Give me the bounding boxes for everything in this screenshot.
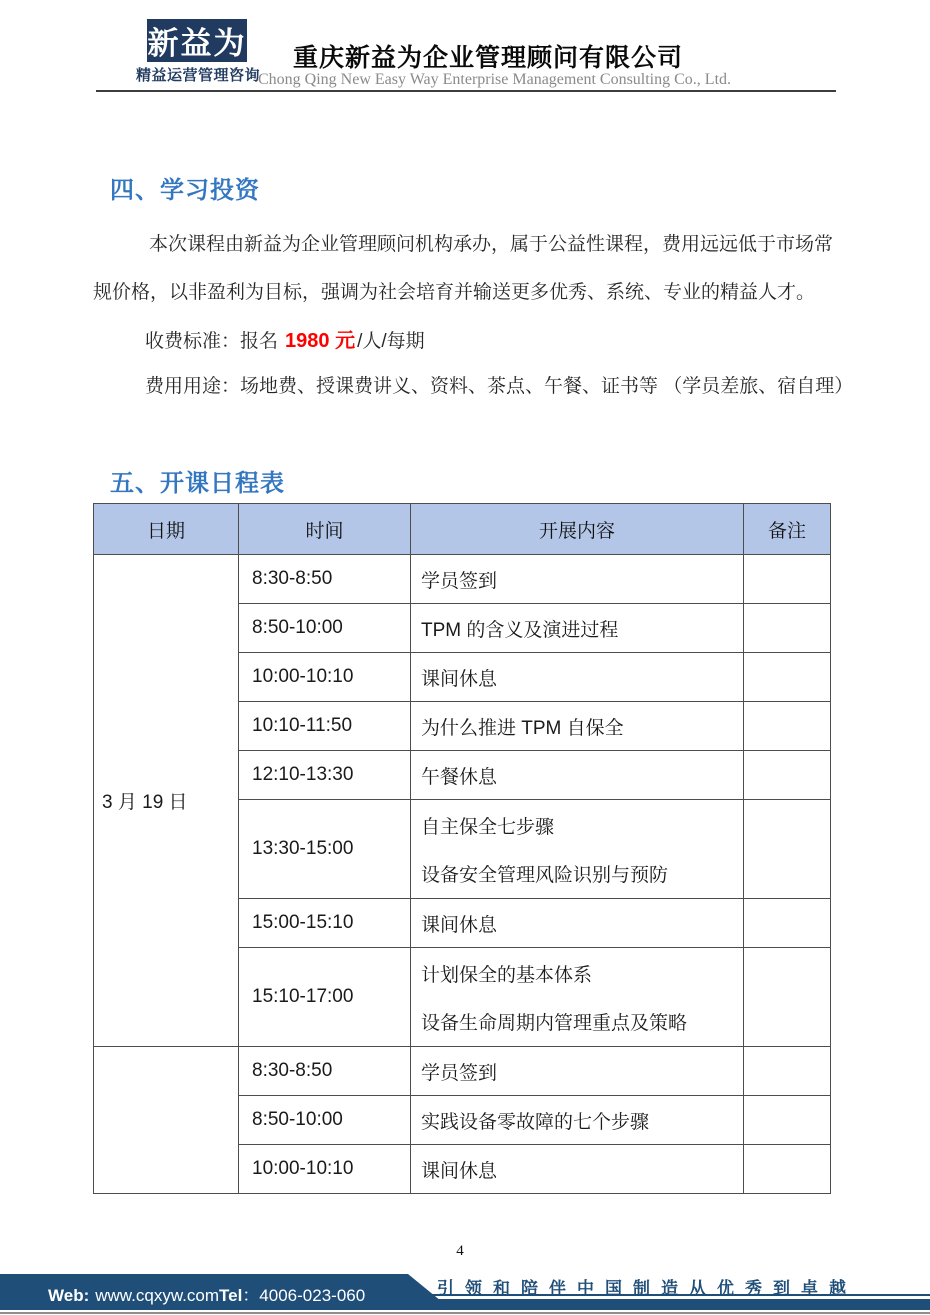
schedule-content-cell bbox=[411, 948, 744, 1047]
logo-text: 新益为 bbox=[147, 26, 247, 61]
schedule-time-cell: 8:50-10:00 bbox=[239, 1096, 411, 1145]
schedule-note-cell bbox=[744, 751, 831, 800]
schedule-time-cell: 8:30-8:50 bbox=[239, 1047, 411, 1096]
fee-usage-line: 费用用途：场地费、授课费讲义、资料、茶点、午餐、证书等 （学员差旅、宿自理） bbox=[145, 376, 854, 397]
tel-label: Tel bbox=[219, 1286, 243, 1305]
schedule-time-cell: 10:00-10:10 bbox=[239, 653, 411, 702]
schedule-content-cell: TPM 的含义及演进过程 bbox=[411, 604, 744, 653]
fee-prefix: 收费标准：报名 bbox=[145, 331, 279, 352]
schedule-date-cell bbox=[94, 1047, 239, 1194]
schedule-content-cell: 课间休息 bbox=[411, 1145, 744, 1194]
fee-standard-line bbox=[145, 324, 425, 353]
schedule-time-cell: 10:10-11:50 bbox=[239, 702, 411, 751]
fee-suffix: /人/每期 bbox=[357, 331, 425, 352]
column-header-note: 备注 bbox=[744, 504, 831, 555]
schedule-content-cell: 实践设备零故障的七个步骤 bbox=[411, 1096, 744, 1145]
schedule-note-cell bbox=[744, 555, 831, 604]
web-url: www.cqxyw.com bbox=[95, 1286, 219, 1305]
column-header-date: 日期 bbox=[94, 504, 239, 555]
schedule-time-cell: 12:10-13:30 bbox=[239, 751, 411, 800]
schedule-note-cell bbox=[744, 1145, 831, 1194]
footer-bottom-line bbox=[0, 1312, 930, 1314]
schedule-content-cell: 课间休息 bbox=[411, 899, 744, 948]
schedule-time-cell: 8:30-8:50 bbox=[239, 555, 411, 604]
schedule-table-container bbox=[93, 503, 831, 1194]
table-header-row bbox=[94, 504, 831, 555]
header-divider bbox=[96, 90, 836, 92]
footer-contact-line bbox=[48, 1281, 365, 1306]
tel-number: ：4006-023-060 bbox=[242, 1286, 366, 1305]
schedule-content-cell bbox=[411, 800, 744, 899]
schedule-content-line: 计划保全的基本体系 bbox=[421, 964, 593, 986]
schedule-note-cell bbox=[744, 653, 831, 702]
schedule-time-cell: 15:10-17:00 bbox=[239, 948, 411, 1047]
page-number: 4 bbox=[456, 1243, 464, 1259]
schedule-note-cell bbox=[744, 1096, 831, 1145]
schedule-date-cell: 3 月 19 日 bbox=[94, 555, 239, 1047]
schedule-time-cell: 13:30-15:00 bbox=[239, 800, 411, 899]
schedule-note-cell bbox=[744, 604, 831, 653]
footer-slogan: 引领和陪伴中国制造从优秀到卓越 bbox=[437, 1279, 857, 1298]
table-row bbox=[94, 1047, 831, 1096]
schedule-note-cell bbox=[744, 800, 831, 899]
schedule-content-line: 设备安全管理风险识别与预防 bbox=[421, 864, 669, 886]
schedule-table bbox=[93, 503, 831, 1194]
schedule-note-cell bbox=[744, 702, 831, 751]
investment-paragraph-line1: 本次课程由新益为企业管理顾问机构承办，属于公益性课程，费用远远低于市场常 bbox=[149, 234, 834, 255]
section-title-investment: 四、学习投资 bbox=[110, 177, 260, 204]
schedule-note-cell bbox=[744, 899, 831, 948]
schedule-note-cell bbox=[744, 948, 831, 1047]
schedule-time-cell: 8:50-10:00 bbox=[239, 604, 411, 653]
web-label: Web: bbox=[48, 1286, 90, 1305]
table-row bbox=[94, 555, 831, 604]
schedule-note-cell bbox=[744, 1047, 831, 1096]
fee-amount: 1980 元 bbox=[285, 330, 356, 352]
schedule-time-cell: 10:00-10:10 bbox=[239, 1145, 411, 1194]
column-header-time: 时间 bbox=[239, 504, 411, 555]
company-name-en: Chong Qing New Easy Way Enterprise Management Consulting Co., Ltd. bbox=[258, 71, 732, 88]
column-header-content: 开展内容 bbox=[411, 504, 744, 555]
schedule-content-cell: 学员签到 bbox=[411, 1047, 744, 1096]
schedule-content-line: 自主保全七步骤 bbox=[421, 816, 555, 838]
schedule-content-cell: 为什么推进 TPM 自保全 bbox=[411, 702, 744, 751]
logo-tagline: 精益运营管理咨询 bbox=[136, 67, 261, 84]
company-name-cn: 重庆新益为企业管理顾问有限公司 bbox=[293, 44, 684, 72]
company-logo bbox=[147, 19, 247, 62]
schedule-content-cell: 午餐休息 bbox=[411, 751, 744, 800]
section-title-schedule: 五、开课日程表 bbox=[110, 470, 285, 497]
schedule-content-line: 设备生命周期内管理重点及策略 bbox=[421, 1012, 688, 1034]
schedule-content-cell: 学员签到 bbox=[411, 555, 744, 604]
schedule-time-cell: 15:00-15:10 bbox=[239, 899, 411, 948]
investment-paragraph-line2: 规价格，以非盈利为目标，强调为社会培育并输送更多优秀、系统、专业的精益人才。 bbox=[93, 282, 816, 303]
schedule-content-cell: 课间休息 bbox=[411, 653, 744, 702]
